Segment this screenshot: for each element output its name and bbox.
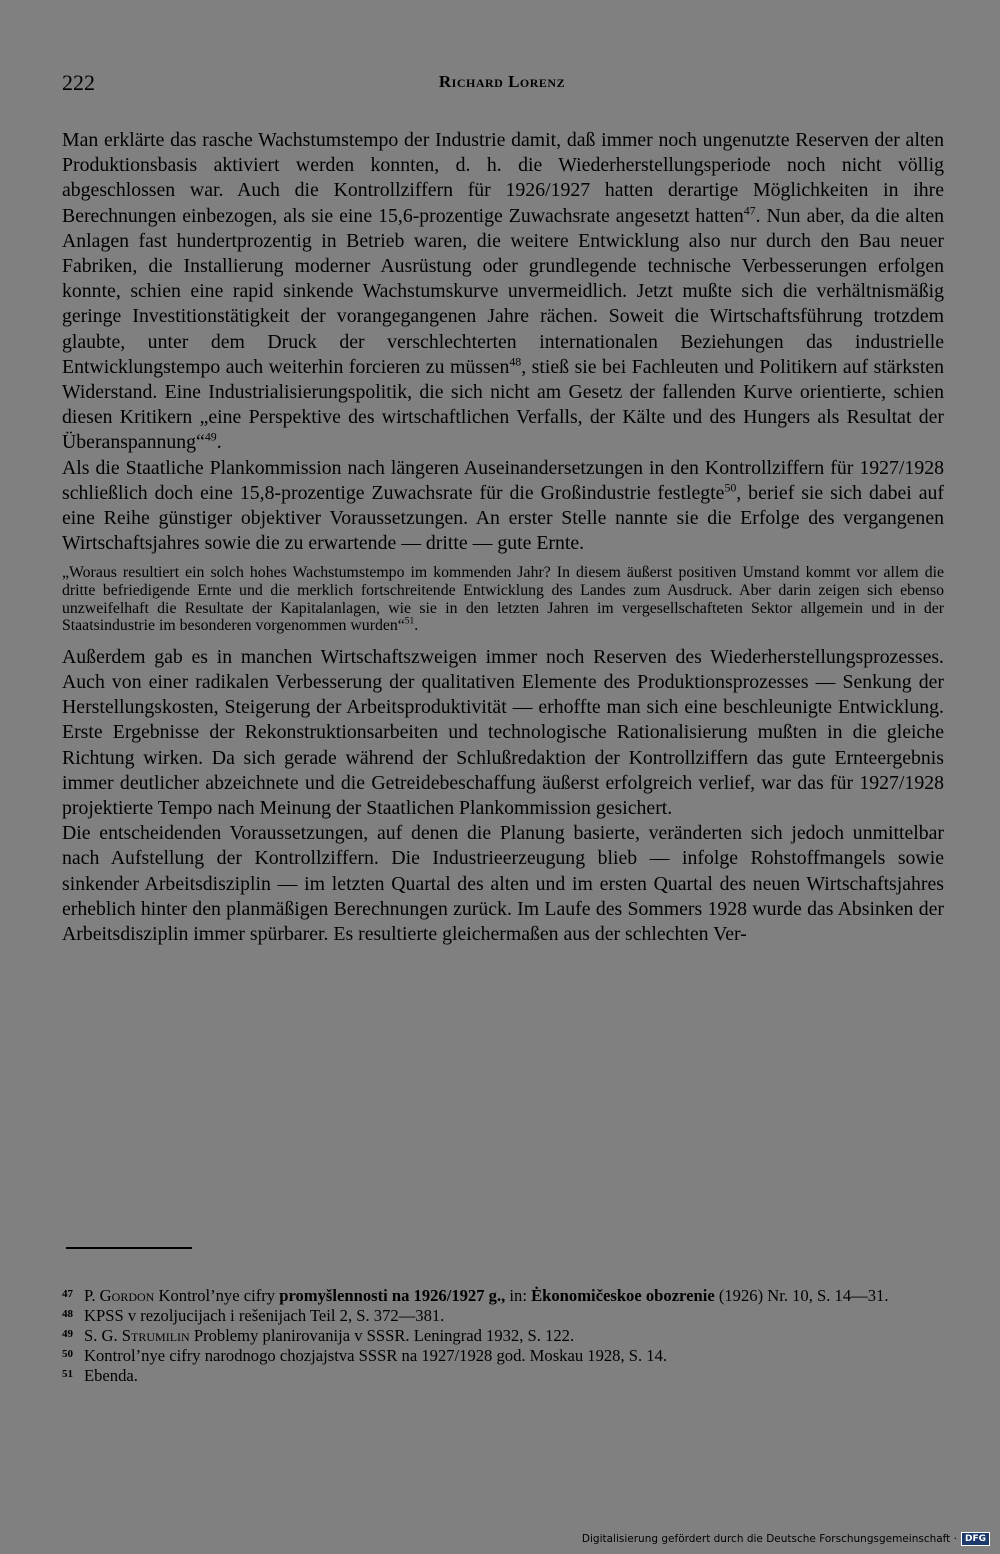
footnote-author: P. Gordon	[84, 1286, 155, 1305]
footnote-ref-48[interactable]: 48	[509, 354, 522, 369]
footnote-51	[62, 1365, 944, 1385]
dfg-logo-icon[interactable]: DFG	[961, 1532, 990, 1546]
footnote-ref-49[interactable]: 49	[204, 429, 217, 444]
footnote-author: S. G. Strumilin	[84, 1326, 190, 1345]
footnote-text: (1926) Nr. 10, S. 14—31.	[714, 1286, 889, 1305]
footnote-number: 49	[62, 1328, 73, 1340]
paragraph-2-text-b: , berief sie sich dabei auf eine Reihe günstiger objektiver Voraussetzungen. An erster Stelle nannte sie die Erfolge des vergangenen Wirtschaftsjahres sowie die zu erwartende — dritte — gute Ernte.	[62, 481, 944, 555]
footnote-text: Ebenda.	[84, 1366, 138, 1385]
paragraph-1-text-b: . Nun aber, da die alten Anlagen fast hundertprozentig in Betrieb waren, die weitere Entwicklung also nur durch den Bau neuer Fabriken, die Installierung moderner Ausrüstung oder grundlegende technische Verbesserungen erfolgen konnte, schien eine rapid sinkende Wachstumskurve unvermeidlich. Jetzt mußte sich die verhältnismäßig geringe Investitionstätigkeit der vorangegangenen Jahre rächen. Soweit die Wirtschaftsführung trotzdem glaubte, unter dem Druck der verschlechterten internationalen Beziehungen das industrielle Entwicklungstempo auch weiterhin forcieren zu müssen	[62, 204, 944, 378]
footnote-49	[62, 1325, 944, 1345]
main-text	[62, 128, 944, 947]
paragraph-1-text-a: Man erklärte das rasche Wachstumstempo der Industrie damit, daß immer noch ungenutzte Reserven der alten Produktionsbasis aktiviert werden konnten, d. h. die Wiederherstellungsperiode noch nicht völlig abgeschlossen war. Auch die Kontrollziffern für 1926/1927 hatten derartige Möglichkeiten in ihre Berechnungen einbezogen, als sie eine 15,6-prozentige Zuwachsrate angesetzt hatten	[62, 129, 944, 227]
footnote-ref-50[interactable]: 50	[724, 480, 737, 495]
footnote-47	[62, 1285, 944, 1305]
footnote-divider	[66, 1247, 192, 1249]
footnote-title: promyšlennosti na 1926/1927 g.,	[279, 1286, 506, 1305]
footnote-text: Problemy planirovanija v SSSR. Leningrad 1932, S. 122.	[189, 1326, 575, 1345]
footnote-number: 51	[62, 1368, 73, 1380]
credit-text: Digitalisierung gefördert durch die Deutsche Forschungsgemeinschaft ·	[581, 1533, 957, 1545]
page-header	[62, 70, 942, 98]
paragraph-1-text-c: , stieß sie bei Fachleuten und Politikern auf stärksten Widerstand. Eine Industrialisierungspolitik, die sich nicht am Gesetz der fallenden Kurve orientierte, schien diesen Kritikern „eine Perspektive des wirtschaftlichen Verfalls, der Kälte und des Hungers als Resultat der Überanspannung“	[62, 355, 944, 454]
paragraph-2-text-a: Als die Staatliche Plankommission nach längeren Auseinandersetzungen in den Kontrollziffern für 1927/1928 schließlich doch eine 15,8-prozentige Zuwachsrate für die Großindustrie festlegte	[62, 456, 944, 504]
paragraph-1	[62, 128, 944, 456]
footnote-ref-51[interactable]: 51	[404, 616, 415, 627]
footnote-50	[62, 1345, 944, 1365]
footnote-text: Kontrol’nye cifry	[154, 1286, 280, 1305]
footnotes	[62, 1285, 944, 1385]
digitization-credit	[582, 1532, 990, 1546]
footnote-text: in:	[505, 1286, 532, 1305]
block-quote	[62, 564, 944, 634]
block-quote-text-b: .	[414, 617, 419, 635]
paragraph-1-text-d: .	[216, 431, 222, 454]
footnote-journal: Ėkonomičeskoe obozrenie	[531, 1286, 715, 1305]
footnote-text: KPSS v rezoljucijach i rešenijach Teil 2, S. 372—381.	[84, 1306, 445, 1325]
footnote-48	[62, 1305, 944, 1325]
running-head: Richard Lorenz	[438, 72, 566, 91]
footnote-number: 48	[62, 1308, 73, 1320]
footnote-ref-47[interactable]: 47	[743, 203, 756, 218]
page-number: 222	[62, 70, 95, 95]
paragraph-2	[62, 456, 944, 557]
block-quote-text-a: „Woraus resultiert ein solch hohes Wachstumstempo im kommenden Jahr? In diesem äußerst positiven Umstand kommt vor allem die dritte befriedigende Ernte und die merklich fortschreitende Entwicklung des Landes zum Ausdruck. Aber darin zeigen sich ebenso unzweifelhaft die Resultate der Kapitalanlagen, wie sie in den letzten Jahren im vergesellschafteten Sektor allgemein und in der Staatsindustrie im besonderen vorgenommen wurden“	[62, 564, 944, 635]
footnote-number: 50	[62, 1348, 73, 1360]
footnote-number: 47	[62, 1288, 73, 1300]
paragraph-4: Die entscheidenden Voraussetzungen, auf denen die Planung basierte, veränderten sich jedoch unmittelbar nach Aufstellung der Kontrollziffern. Die Industrieerzeugung blieb — infolge Rohstoffmangels sowie sinkender Arbeitsdisziplin — im letzten Quartal des alten und im ersten Quartal des neuen Wirtschaftsjahres erheblich hinter den planmäßigen Berechnungen zurück. Im Laufe des Sommers 1928 wurde das Absinken der Arbeitsdisziplin immer spürbarer. Es resultierte gleichermaßen aus der schlechten Ver-	[62, 822, 944, 946]
paragraph-3: Außerdem gab es in manchen Wirtschaftszweigen immer noch Reserven des Wiederherstellungsprozesses. Auch von einer radikalen Verbesserung der qualitativen Elemente des Produktionsprozesses — Senkung der Herstellungskosten, Steigerung der Arbeitsproduktivität — erhoffte man sich eine beschleunigte Entwicklung. Erste Ergebnisse der Rekonstruktionsarbeiten und technologische Rationalisierung mußten in die gleiche Richtung wirken. Da sich gerade während der Schlußredaktion der Kontrollziffern das gute Ernteergebnis immer deutlicher abzeichnete und die Getreidebeschaffung äußerst erfolgreich verlief, war das für 1927/1928 projektierte Tempo nach Meinung der Staatlichen Plankommission gesichert.	[62, 645, 944, 820]
footnote-text: Kontrol’nye cifry narodnogo chozjajstva SSSR na 1927/1928 god. Moskau 1928, S. 14.	[84, 1346, 668, 1365]
